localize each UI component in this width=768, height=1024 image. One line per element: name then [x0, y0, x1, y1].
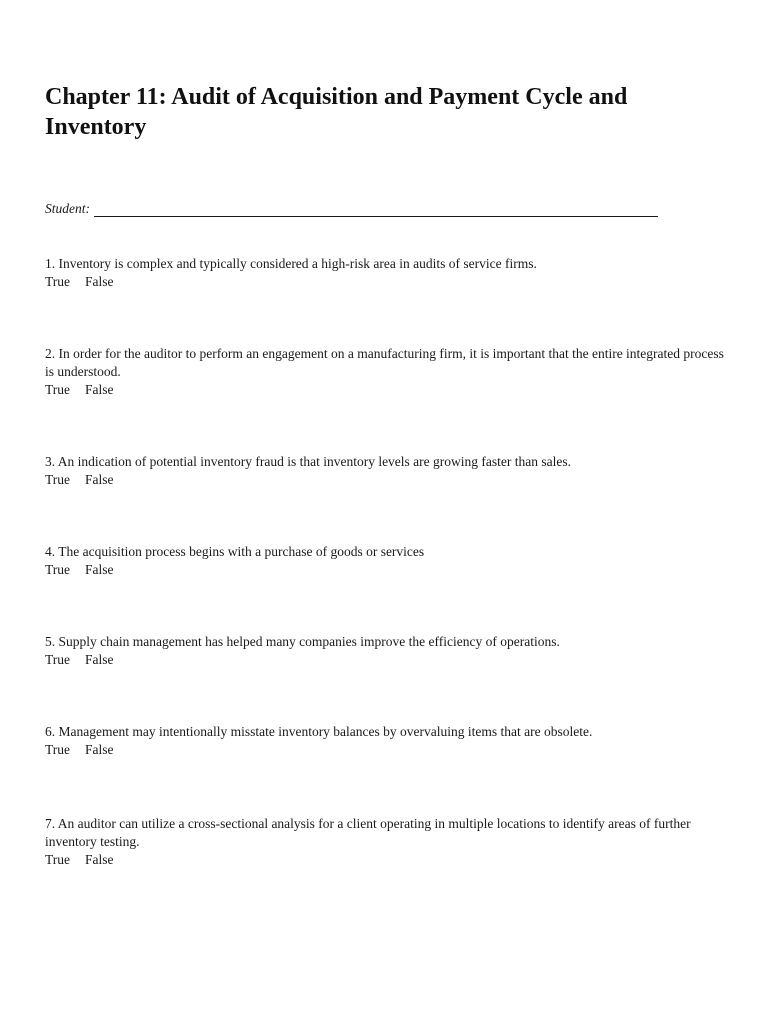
title-line-2: Inventory: [45, 114, 147, 140]
question-text: 4. The acquisition process begins with a purchase of goods or services: [45, 544, 425, 559]
question-3: [45, 453, 735, 489]
answer-options: [45, 651, 735, 669]
option-true[interactable]: True: [45, 562, 71, 577]
document-page: [45, 82, 735, 217]
question-7: [45, 815, 735, 869]
option-false[interactable]: False: [85, 742, 114, 757]
answer-options: [45, 471, 735, 489]
student-label: Student:: [45, 201, 90, 216]
option-true[interactable]: True: [45, 472, 71, 487]
question-5: [45, 633, 735, 669]
question-text: 2. In order for the auditor to perform an engagement on a manufacturing firm, it is important that the entire integrated process is understood.: [45, 346, 724, 379]
title-line-1: Chapter 11: Audit of Acquisition and Payment Cycle and: [45, 84, 628, 110]
answer-options: [45, 851, 735, 869]
option-false[interactable]: False: [85, 382, 114, 397]
page-title: [45, 82, 735, 142]
option-true[interactable]: True: [45, 382, 71, 397]
question-text: 1. Inventory is complex and typically considered a high-risk area in audits of service firms.: [45, 256, 537, 271]
answer-options: [45, 561, 735, 579]
question-6: [45, 723, 735, 759]
option-true[interactable]: True: [45, 274, 71, 289]
option-false[interactable]: False: [85, 852, 114, 867]
question-text: 6. Management may intentionally misstate inventory balances by overvaluing items that are obsolete.: [45, 724, 593, 739]
option-true[interactable]: True: [45, 742, 71, 757]
option-false[interactable]: False: [85, 274, 114, 289]
question-text: 7. An auditor can utilize a cross-sectional analysis for a client operating in multiple locations to identify areas of further inventory testing.: [45, 816, 691, 849]
option-false[interactable]: False: [85, 472, 114, 487]
option-false[interactable]: False: [85, 652, 114, 667]
option-true[interactable]: True: [45, 652, 71, 667]
question-1: [45, 255, 735, 291]
answer-options: [45, 741, 735, 759]
option-false[interactable]: False: [85, 562, 114, 577]
answer-options: [45, 381, 735, 399]
question-2: [45, 345, 735, 399]
question-text: 3. An indication of potential inventory fraud is that inventory levels are growing faster than sales.: [45, 454, 571, 469]
question-4: [45, 543, 735, 579]
student-name-row: [45, 197, 735, 217]
answer-options: [45, 273, 735, 291]
student-name-field[interactable]: [94, 202, 658, 217]
question-text: 5. Supply chain management has helped many companies improve the efficiency of operations.: [45, 634, 560, 649]
option-true[interactable]: True: [45, 852, 71, 867]
